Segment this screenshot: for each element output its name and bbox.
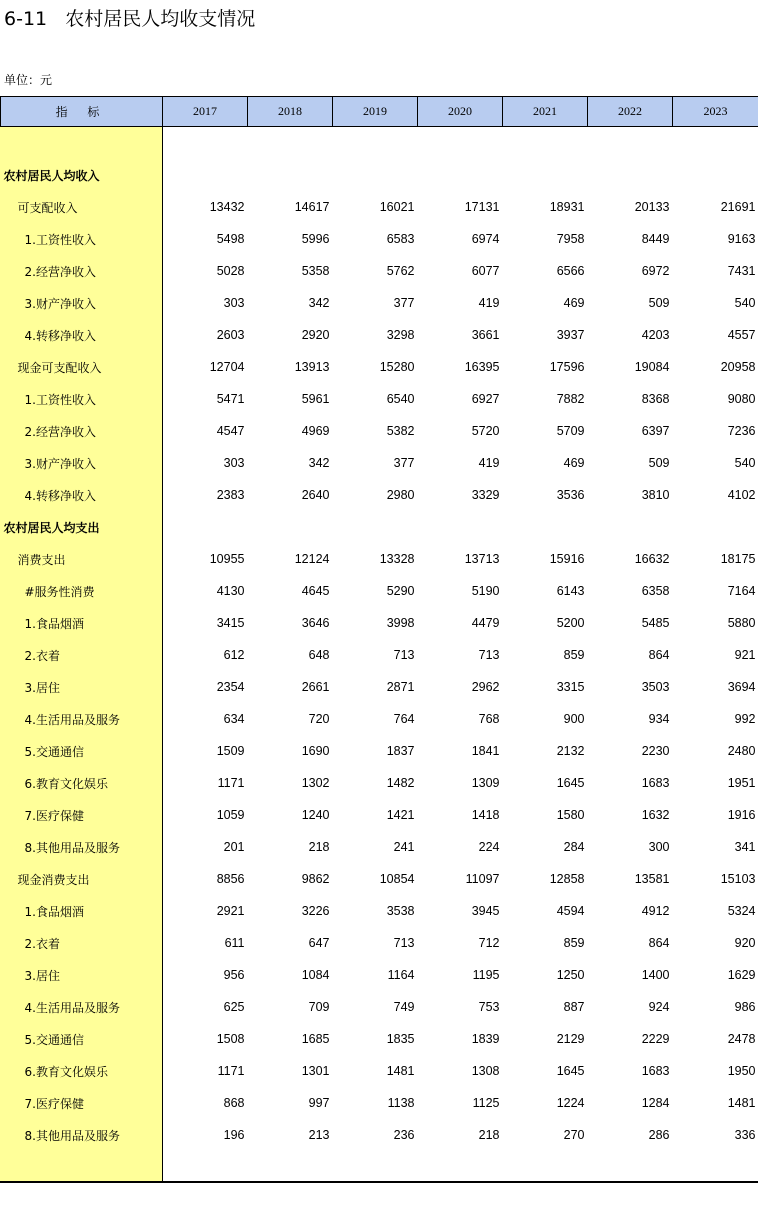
row-label: 7.医疗保健 xyxy=(24,1096,84,1111)
value-cell: 1482 xyxy=(386,776,415,790)
value-cell: 196 xyxy=(223,1128,245,1142)
value-cell: 612 xyxy=(223,648,245,662)
value-cell: 2229 xyxy=(641,1032,670,1046)
value-cell: 992 xyxy=(734,712,756,726)
value-cell xyxy=(588,159,673,191)
value-cell: 4130 xyxy=(216,584,245,598)
value-cell: 921 xyxy=(734,648,756,662)
value-cell: 864 xyxy=(648,648,670,662)
row-label: 2.衣着 xyxy=(24,648,60,663)
value-cell: 3226 xyxy=(301,904,330,918)
value-cell: 4645 xyxy=(301,584,330,598)
value-cell: 13581 xyxy=(634,872,670,886)
value-cell: 749 xyxy=(393,1000,415,1014)
table-row xyxy=(1,895,758,927)
value-cell: 1841 xyxy=(471,744,500,758)
value-cell: 713 xyxy=(393,936,415,950)
value-cell: 4547 xyxy=(216,424,245,438)
table-row xyxy=(1,671,758,703)
unit-label: 单位：元 xyxy=(4,73,53,87)
value-cell: 1421 xyxy=(386,808,415,822)
value-cell: 342 xyxy=(308,456,330,470)
section-header-row xyxy=(1,159,758,191)
value-cell: 647 xyxy=(308,936,330,950)
value-cell: 1301 xyxy=(301,1064,330,1078)
value-cell: 3298 xyxy=(386,328,415,342)
value-cell: 9862 xyxy=(301,872,330,886)
value-cell: 3315 xyxy=(556,680,585,694)
value-cell: 15103 xyxy=(720,872,756,886)
row-label: 2.衣着 xyxy=(24,936,60,951)
value-cell: 1125 xyxy=(472,1096,500,1110)
value-cell: 709 xyxy=(308,1000,330,1014)
value-cell: 2920 xyxy=(301,328,330,342)
table-row xyxy=(1,191,758,223)
value-cell: 270 xyxy=(563,1128,585,1142)
table-row xyxy=(1,543,758,575)
value-cell: 5382 xyxy=(386,424,415,438)
value-cell: 336 xyxy=(734,1128,756,1142)
value-cell: 18931 xyxy=(549,200,585,214)
value-cell: 13713 xyxy=(464,552,500,566)
value-cell: 15280 xyxy=(379,360,415,374)
value-cell: 5720 xyxy=(471,424,500,438)
value-cell: 3415 xyxy=(216,616,245,630)
value-cell: 3503 xyxy=(641,680,670,694)
value-cell: 1683 xyxy=(641,1064,670,1078)
table-row xyxy=(1,831,758,863)
value-cell: 1164 xyxy=(387,968,415,982)
row-label: 2.经营净收入 xyxy=(24,424,96,439)
value-cell: 1084 xyxy=(301,968,330,982)
page-title: 6-11 农村居民人均收支情况 xyxy=(4,8,256,30)
value-cell: 21691 xyxy=(720,200,756,214)
value-cell: 720 xyxy=(308,712,330,726)
value-cell: 7164 xyxy=(727,584,756,598)
value-cell: 3538 xyxy=(386,904,415,918)
value-cell: 509 xyxy=(648,456,670,470)
value-cell: 469 xyxy=(563,296,585,310)
value-cell: 8449 xyxy=(641,232,670,246)
value-cell: 1418 xyxy=(471,808,500,822)
value-cell: 3694 xyxy=(727,680,756,694)
value-cell: 1171 xyxy=(217,1064,245,1078)
year-header: 2017 xyxy=(163,97,248,127)
value-cell: 6397 xyxy=(641,424,670,438)
value-cell xyxy=(163,159,248,191)
value-cell: 2129 xyxy=(556,1032,585,1046)
value-cell: 377 xyxy=(393,296,415,310)
value-cell: 611 xyxy=(224,936,245,950)
table-row xyxy=(1,1119,758,1151)
value-cell: 4479 xyxy=(471,616,500,630)
value-cell: 1309 xyxy=(471,776,500,790)
value-cell: 303 xyxy=(223,456,245,470)
value-cell: 1059 xyxy=(216,808,245,822)
value-cell: 713 xyxy=(478,648,500,662)
value-cell: 12124 xyxy=(294,552,330,566)
value-cell: 16021 xyxy=(379,200,415,214)
value-cell: 7431 xyxy=(727,264,756,278)
value-cell: 3329 xyxy=(471,488,500,502)
value-cell: 7236 xyxy=(727,424,756,438)
value-cell: 236 xyxy=(393,1128,415,1142)
value-cell: 1645 xyxy=(556,1064,585,1078)
row-label: 2.经营净收入 xyxy=(24,264,96,279)
row-label: 1.工资性收入 xyxy=(24,392,96,407)
value-cell: 13432 xyxy=(209,200,245,214)
year-header: 2021 xyxy=(503,97,588,127)
value-cell: 859 xyxy=(563,936,585,950)
table-row xyxy=(1,479,758,511)
value-cell: 2962 xyxy=(471,680,500,694)
value-cell: 377 xyxy=(393,456,415,470)
value-cell: 2478 xyxy=(727,1032,756,1046)
table-row xyxy=(1,223,758,255)
year-header: 2023 xyxy=(673,97,758,127)
value-cell: 4594 xyxy=(556,904,585,918)
value-cell: 887 xyxy=(563,1000,585,1014)
value-cell: 1645 xyxy=(556,776,585,790)
value-cell: 6927 xyxy=(471,392,500,406)
value-cell: 713 xyxy=(393,648,415,662)
value-cell: 11097 xyxy=(465,872,500,886)
spacer-cell xyxy=(1,127,758,160)
value-cell: 5961 xyxy=(301,392,330,406)
value-cell: 218 xyxy=(308,840,330,854)
value-cell: 1632 xyxy=(641,808,670,822)
value-cell: 1302 xyxy=(301,776,330,790)
income-expenditure-table xyxy=(0,96,758,1151)
table-header-row xyxy=(1,97,758,127)
table-row xyxy=(1,735,758,767)
value-cell: 920 xyxy=(734,936,756,950)
row-label: 6.教育文化娱乐 xyxy=(24,776,108,791)
value-cell: 868 xyxy=(223,1096,245,1110)
row-label: #服务性消费 xyxy=(24,584,95,599)
value-cell: 1951 xyxy=(727,776,756,790)
table-row xyxy=(1,255,758,287)
value-cell: 3661 xyxy=(471,328,500,342)
value-cell: 224 xyxy=(478,840,500,854)
value-cell: 1509 xyxy=(216,744,245,758)
indicator-header: 指 标 xyxy=(1,97,163,127)
value-cell: 17596 xyxy=(549,360,585,374)
section-header-row xyxy=(1,511,758,543)
value-cell: 6974 xyxy=(471,232,500,246)
value-cell: 1690 xyxy=(301,744,330,758)
value-cell: 1916 xyxy=(727,808,756,822)
value-cell: 3810 xyxy=(641,488,670,502)
table-row xyxy=(1,959,758,991)
value-cell: 15916 xyxy=(549,552,585,566)
value-cell: 218 xyxy=(478,1128,500,1142)
value-cell: 2230 xyxy=(641,744,670,758)
value-cell: 2871 xyxy=(386,680,415,694)
value-cell: 4203 xyxy=(641,328,670,342)
value-cell: 286 xyxy=(648,1128,670,1142)
value-cell: 2354 xyxy=(216,680,245,694)
value-cell: 4557 xyxy=(727,328,756,342)
row-label: 4.生活用品及服务 xyxy=(24,1000,120,1015)
value-cell: 4102 xyxy=(727,488,756,502)
table-row xyxy=(1,1055,758,1087)
row-label: 消费支出 xyxy=(17,552,66,567)
value-cell: 300 xyxy=(648,840,670,854)
table-row xyxy=(1,639,758,671)
value-cell xyxy=(418,511,503,543)
row-label: 3.财产净收入 xyxy=(24,296,96,311)
value-cell: 859 xyxy=(563,648,585,662)
value-cell: 18175 xyxy=(720,552,756,566)
value-cell: 5028 xyxy=(216,264,245,278)
value-cell xyxy=(673,511,758,543)
table-row xyxy=(1,319,758,351)
table-row xyxy=(1,799,758,831)
table-row xyxy=(1,607,758,639)
table-row xyxy=(1,863,758,895)
value-cell: 6358 xyxy=(641,584,670,598)
value-cell: 1839 xyxy=(471,1032,500,1046)
value-cell: 1224 xyxy=(556,1096,585,1110)
value-cell: 648 xyxy=(308,648,330,662)
row-label: 3.居住 xyxy=(24,680,60,695)
value-cell: 5498 xyxy=(216,232,245,246)
value-cell: 924 xyxy=(648,1000,670,1014)
row-label: 5.交通通信 xyxy=(24,1032,84,1047)
value-cell: 13913 xyxy=(294,360,330,374)
value-cell: 341 xyxy=(734,840,756,854)
value-cell: 241 xyxy=(393,840,415,854)
value-cell: 20958 xyxy=(720,360,756,374)
row-label: 7.医疗保健 xyxy=(24,808,84,823)
value-cell: 5880 xyxy=(727,616,756,630)
value-cell: 1481 xyxy=(727,1096,756,1110)
value-cell: 1950 xyxy=(727,1064,756,1078)
value-cell: 14617 xyxy=(294,200,330,214)
value-cell: 10854 xyxy=(379,872,415,886)
row-label: 农村居民人均收入 xyxy=(3,168,100,183)
value-cell: 16632 xyxy=(634,552,670,566)
value-cell: 3945 xyxy=(471,904,500,918)
table-row xyxy=(1,383,758,415)
spacer-row xyxy=(1,127,758,160)
value-cell: 540 xyxy=(734,296,756,310)
value-cell: 5190 xyxy=(471,584,500,598)
value-cell: 5358 xyxy=(301,264,330,278)
value-cell: 2603 xyxy=(216,328,245,342)
table-bottom-rule xyxy=(0,1181,758,1183)
year-header: 2019 xyxy=(333,97,418,127)
value-cell: 634 xyxy=(223,712,245,726)
row-label: 8.其他用品及服务 xyxy=(24,1128,120,1143)
value-cell xyxy=(588,511,673,543)
table-row xyxy=(1,1087,758,1119)
value-cell: 1685 xyxy=(301,1032,330,1046)
table-row xyxy=(1,351,758,383)
row-label: 4.生活用品及服务 xyxy=(24,712,120,727)
value-cell: 10955 xyxy=(209,552,245,566)
value-cell: 6972 xyxy=(641,264,670,278)
value-cell: 540 xyxy=(734,456,756,470)
table-row xyxy=(1,991,758,1023)
value-cell: 419 xyxy=(478,456,500,470)
value-cell: 3646 xyxy=(301,616,330,630)
value-cell: 1683 xyxy=(641,776,670,790)
value-cell: 213 xyxy=(308,1128,330,1142)
row-label: 可支配收入 xyxy=(17,200,78,215)
table-row xyxy=(1,927,758,959)
table-row xyxy=(1,287,758,319)
value-cell: 2132 xyxy=(556,744,585,758)
table-row xyxy=(1,447,758,479)
value-cell: 8368 xyxy=(641,392,670,406)
value-cell: 1308 xyxy=(471,1064,500,1078)
value-cell xyxy=(333,159,418,191)
value-cell xyxy=(503,159,588,191)
row-label: 5.交通通信 xyxy=(24,744,84,759)
value-cell: 2480 xyxy=(727,744,756,758)
value-cell: 5996 xyxy=(301,232,330,246)
value-cell: 13328 xyxy=(379,552,415,566)
table-row xyxy=(1,1023,758,1055)
value-cell: 764 xyxy=(393,712,415,726)
value-cell: 469 xyxy=(563,456,585,470)
value-cell: 1580 xyxy=(556,808,585,822)
value-cell: 5290 xyxy=(386,584,415,598)
value-cell: 3998 xyxy=(386,616,415,630)
value-cell xyxy=(163,511,248,543)
value-cell xyxy=(418,159,503,191)
value-cell: 2980 xyxy=(386,488,415,502)
value-cell: 1284 xyxy=(641,1096,670,1110)
value-cell xyxy=(248,159,333,191)
value-cell: 712 xyxy=(478,936,500,950)
value-cell xyxy=(673,159,758,191)
value-cell: 16395 xyxy=(464,360,500,374)
value-cell: 20133 xyxy=(634,200,670,214)
value-cell: 2921 xyxy=(216,904,245,918)
value-cell: 12858 xyxy=(549,872,585,886)
value-cell: 1835 xyxy=(386,1032,415,1046)
value-cell: 753 xyxy=(478,1000,500,1014)
value-cell: 12704 xyxy=(209,360,245,374)
value-cell: 6566 xyxy=(556,264,585,278)
value-cell: 900 xyxy=(563,712,585,726)
row-label: 3.居住 xyxy=(24,968,60,983)
value-cell: 625 xyxy=(223,1000,245,1014)
table-row xyxy=(1,415,758,447)
value-cell: 7958 xyxy=(556,232,585,246)
value-cell: 419 xyxy=(478,296,500,310)
value-cell: 1400 xyxy=(641,968,670,982)
value-cell: 5200 xyxy=(556,616,585,630)
value-cell: 4912 xyxy=(641,904,670,918)
value-cell: 9080 xyxy=(727,392,756,406)
row-label: 4.转移净收入 xyxy=(24,488,96,503)
value-cell: 6583 xyxy=(386,232,415,246)
year-header: 2018 xyxy=(248,97,333,127)
value-cell: 5471 xyxy=(216,392,245,406)
row-label: 1.食品烟酒 xyxy=(24,904,84,919)
value-cell: 6540 xyxy=(386,392,415,406)
value-cell: 19084 xyxy=(634,360,670,374)
value-cell: 1508 xyxy=(216,1032,245,1046)
value-cell xyxy=(503,511,588,543)
value-cell: 5324 xyxy=(727,904,756,918)
row-label: 8.其他用品及服务 xyxy=(24,840,120,855)
table-body xyxy=(1,127,758,1152)
value-cell: 1195 xyxy=(472,968,500,982)
value-cell: 9163 xyxy=(727,232,756,246)
value-cell xyxy=(333,511,418,543)
table-row xyxy=(1,703,758,735)
value-cell: 303 xyxy=(223,296,245,310)
value-cell: 509 xyxy=(648,296,670,310)
value-cell: 997 xyxy=(308,1096,330,1110)
year-header: 2022 xyxy=(588,97,673,127)
value-cell: 8856 xyxy=(216,872,245,886)
row-label: 农村居民人均支出 xyxy=(3,520,100,535)
value-cell: 4969 xyxy=(301,424,330,438)
row-label: 4.转移净收入 xyxy=(24,328,96,343)
value-cell: 6143 xyxy=(556,584,585,598)
table-row xyxy=(1,575,758,607)
year-header: 2020 xyxy=(418,97,503,127)
value-cell: 201 xyxy=(223,840,245,854)
value-cell: 1138 xyxy=(387,1096,415,1110)
value-cell xyxy=(248,511,333,543)
value-cell: 3937 xyxy=(556,328,585,342)
value-cell: 1240 xyxy=(301,808,330,822)
value-cell: 956 xyxy=(223,968,245,982)
row-label: 1.食品烟酒 xyxy=(24,616,84,631)
value-cell: 2640 xyxy=(301,488,330,502)
row-label: 6.教育文化娱乐 xyxy=(24,1064,108,1079)
value-cell: 17131 xyxy=(464,200,500,214)
value-cell: 768 xyxy=(478,712,500,726)
value-cell: 5485 xyxy=(641,616,670,630)
value-cell: 6077 xyxy=(471,264,500,278)
value-cell: 5709 xyxy=(556,424,585,438)
value-cell: 864 xyxy=(648,936,670,950)
value-cell: 1171 xyxy=(217,776,245,790)
row-label: 3.财产净收入 xyxy=(24,456,96,471)
value-cell: 3536 xyxy=(556,488,585,502)
value-cell: 1837 xyxy=(386,744,415,758)
value-cell: 342 xyxy=(308,296,330,310)
value-cell: 5762 xyxy=(386,264,415,278)
row-label: 1.工资性收入 xyxy=(24,232,96,247)
value-cell: 7882 xyxy=(556,392,585,406)
value-cell: 284 xyxy=(563,840,585,854)
row-label: 现金消费支出 xyxy=(17,872,90,887)
value-cell: 1250 xyxy=(556,968,585,982)
value-cell: 986 xyxy=(734,1000,756,1014)
value-cell: 1629 xyxy=(727,968,756,982)
value-cell: 2661 xyxy=(301,680,330,694)
table-row xyxy=(1,767,758,799)
value-cell: 2383 xyxy=(216,488,245,502)
value-cell: 934 xyxy=(648,712,670,726)
value-cell: 1481 xyxy=(386,1064,415,1078)
row-label: 现金可支配收入 xyxy=(17,360,102,375)
